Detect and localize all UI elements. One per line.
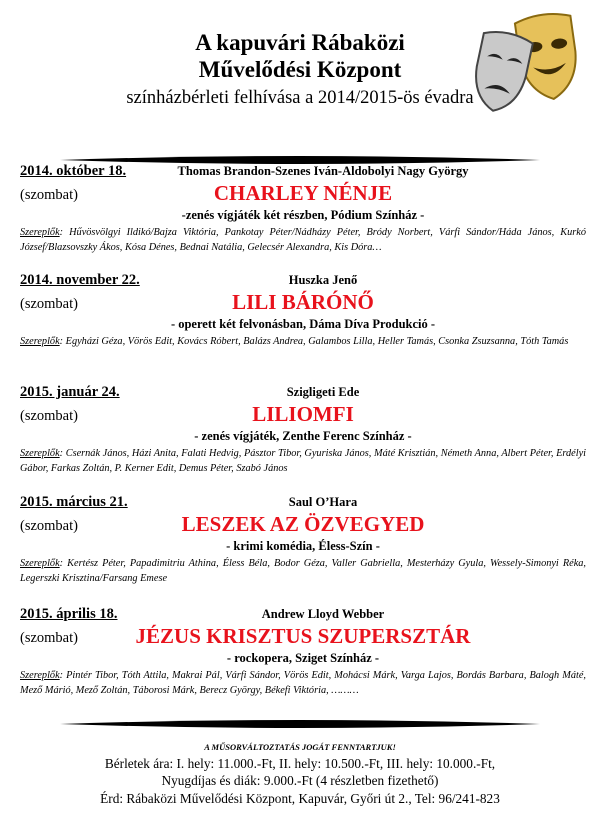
event-genre: -zenés vígjáték két részben, Pódium Színház - [181,208,425,222]
event-cast [20,225,586,255]
event-title: LILI BÁRÓNŐ [232,290,374,314]
event-date: 2014. október 18. [20,163,127,179]
event-day: (szombat) [20,630,78,646]
event-cast [20,334,586,349]
cast-list: : Hűvösvölgyi Ildikó/Bajza Viktória, Pankotay Péter/Nádházy Péter, Bródy Norbert, Várfi Sándor/Háda János, Kurkó József/Blazsovszky Ákos, Kósa Dénes, Bednai Natália, Gelecsér Alexandra, Kis Dóra… [20,227,586,253]
event-title: CHARLEY NÉNJE [213,181,393,205]
cast-list: : Kertész Péter, Papadimitriu Athina, Éless Béla, Bodor Géza, Valler Gabriella, Mesterházy Gyula, Wessely-Simonyi Réka, Legerszki Krisztina/Farsang Emese [20,558,586,584]
title-line-2: Művelődési Központ [198,57,402,82]
subtitle: színházbérleti felhívása a 2014/2015-ös évadra [126,88,474,108]
event-date: 2015. január 24. [20,384,120,400]
notice: A MŰSORVÁLTOZTATÁS JOGÁT FENNTARTJUK! [204,742,396,752]
event-cast [20,446,586,476]
event-title: LESZEK AZ ÖZVEGYED [181,512,425,536]
cast-label: Szereplők [20,227,60,238]
event-author: Szigligeti Ede [286,385,360,399]
event-author: Saul O’Hara [288,495,358,509]
title-line-1: A kapuvári Rábaközi [195,30,405,55]
event-author: Andrew Lloyd Webber [261,607,385,621]
cast-label: Szereplők [20,448,60,459]
event-day: (szombat) [20,518,78,534]
event-author: Thomas Brandon-Szenes Iván-Aldobolyi Nagy György [177,164,469,178]
event-author: Huszka Jenő [288,273,358,287]
event-cast [20,556,586,586]
event-day: (szombat) [20,296,78,312]
contact-info: Érd: Rábaközi Művelődési Központ, Kapuvár, Győri út 2., Tel: 96/241-823 [100,791,500,806]
event-day: (szombat) [20,408,78,424]
cast-label: Szereplők [20,336,60,347]
event-title: LILIOMFI [252,402,354,426]
event-genre: - operett két felvonásban, Dáma Díva Produkció - [170,317,436,331]
event-genre: - krimi komédia, Éless-Szín - [226,539,380,553]
cast-label: Szereplők [20,558,60,569]
event-cast [20,668,586,698]
theater-masks-icon [468,8,583,118]
event-date: 2014. november 22. [20,272,140,288]
event-date: 2015. március 21. [20,494,128,510]
event-genre: - zenés vígjáték, Zenthe Ferenc Színház - [194,429,412,443]
divider [60,717,540,731]
event-genre: - rockopera, Sziget Színház - [226,651,380,665]
discount-price: Nyugdíjas és diák: 9.000.-Ft (4 részletben fizethető) [161,773,439,788]
event-date: 2015. április 18. [20,606,118,622]
event-title: JÉZUS KRISZTUS SZUPERSZTÁR [135,624,471,648]
cast-label: Szereplők [20,670,60,681]
pass-prices: Bérletek ára: I. hely: 11.000.-Ft, II. hely: 10.500.-Ft, III. hely: 10.000.-Ft, [104,756,496,771]
cast-list: : Egyházi Géza, Vörös Edit, Kovács Róbert, Balázs Andrea, Galambos Lilla, Heller Tamás, Csonka Zsuzsanna, Tóth Tamás [59,336,569,347]
cast-list: : Pintér Tibor, Tóth Attila, Makrai Pál, Várfi Sándor, Vörös Edit, Mohácsi Márk, Varga Lajos, Bordás Barbara, Balogh Máté, Mező Márió, Mező Zoltán, Táborosi Márk, Berecz György, Békefi Viktória, ……… [20,670,586,696]
event-day: (szombat) [20,187,78,203]
cast-list: : Csernák János, Házi Anita, Falati Hedvig, Pásztor Tibor, Gyuriska János, Máté Krisztián, Németh Anna, Albert Péter, Erdélyi Gábor, Farkas Zoltán, P. Kerner Edit, Demus Péter, Szabó János [20,448,586,474]
